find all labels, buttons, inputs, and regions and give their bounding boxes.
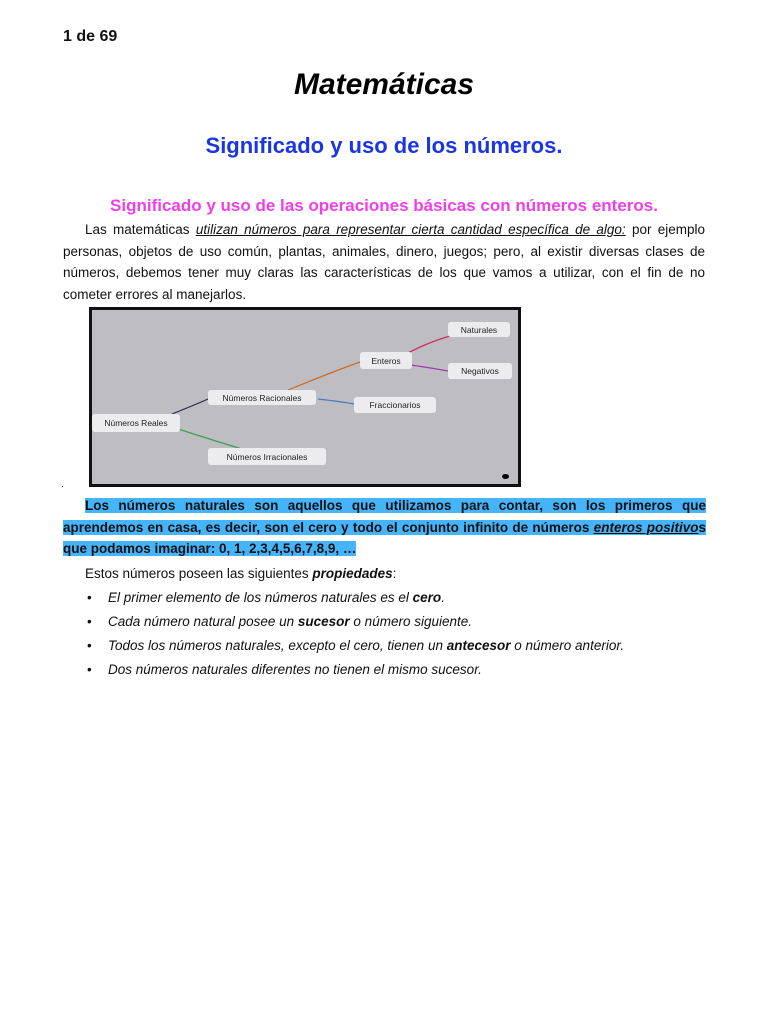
- connector-reales-racionales: [172, 398, 210, 414]
- diagram-canvas: [92, 310, 518, 484]
- bullet-icon: •: [87, 662, 92, 677]
- intro-paragraph: [63, 219, 705, 305]
- property-text-end: o número anterior.: [510, 638, 625, 653]
- property-text: Dos números naturales diferentes no tienen el mismo sucesor.: [108, 662, 482, 677]
- list-item: [63, 659, 624, 683]
- property-text-end: o número siguiente.: [349, 614, 472, 629]
- property-text-end: .: [441, 590, 445, 605]
- node-numeros-irracionales: Números Irracionales: [208, 448, 326, 465]
- properties-intro-text: Estos números poseen las siguientes: [85, 566, 313, 581]
- bullet-icon: •: [87, 638, 92, 653]
- list-item: [63, 635, 624, 659]
- node-numeros-reales: Números Reales: [92, 414, 180, 432]
- property-text: El primer elemento de los números naturales es el: [108, 590, 413, 605]
- document-title: Matemáticas: [293, 68, 475, 101]
- node-negativos: Negativos: [448, 363, 512, 379]
- properties-list: [63, 587, 624, 683]
- page-number: 1 de 69: [63, 28, 118, 45]
- connector-enteros-naturales: [404, 334, 458, 355]
- section-heading: Significado y uso de las operaciones básicas con números enteros.: [110, 196, 658, 215]
- definition-text-end: s que podamos imaginar: 0, 1, 2,3,4,5,6,7,8,9, …: [63, 519, 706, 556]
- definition-emphasis: enteros positivo: [593, 519, 699, 535]
- small-mark: .: [61, 479, 64, 490]
- highlighted-text: [63, 498, 706, 556]
- number-classification-diagram: [89, 307, 521, 487]
- connector-racionales-enteros: [288, 362, 360, 390]
- node-numeros-racionales: Números Racionales: [208, 390, 316, 405]
- document-subtitle: Significado y uso de los números.: [205, 133, 563, 158]
- connector-reales-irracionales: [172, 427, 242, 449]
- node-naturales: Naturales: [448, 322, 510, 337]
- intro-text-start: Las matemáticas: [85, 222, 196, 237]
- list-item: [63, 611, 624, 635]
- connector-racionales-fraccionarios: [318, 399, 354, 404]
- diagram-dot: [502, 474, 509, 479]
- list-item: [63, 587, 624, 611]
- intro-emphasis: utilizan números para representar cierta cantidad específica de algo:: [195, 222, 626, 237]
- node-enteros: Enteros: [360, 352, 412, 369]
- properties-intro-colon: :: [392, 566, 397, 581]
- property-keyword: sucesor: [297, 614, 350, 629]
- bullet-icon: •: [87, 590, 92, 605]
- natural-numbers-definition: [63, 495, 706, 560]
- intro-text-end: por ejemplo personas, objetos de uso común, plantas, animales, dinero, juegos; pero, al existir diversas clases de números, debemos tener muy claras las características de los que vamos a utilizar, con el fin de no cometer errores al manejarlos.: [63, 222, 706, 302]
- property-text: Cada número natural posee un: [108, 614, 298, 629]
- property-keyword: cero: [412, 590, 442, 605]
- node-fraccionarios: Fraccionarios: [354, 397, 436, 413]
- properties-keyword: propiedades: [312, 566, 393, 581]
- properties-intro: [85, 563, 396, 584]
- property-text: Todos los números naturales, excepto el cero, tienen un: [108, 638, 447, 653]
- property-keyword: antecesor: [446, 638, 511, 653]
- bullet-icon: •: [87, 614, 92, 629]
- definition-text-start: Los números naturales son aquellos que utilizamos para contar, son los primeros que aprendemos en casa, es decir, son el cero y todo el conjunto infinito de números: [63, 498, 706, 535]
